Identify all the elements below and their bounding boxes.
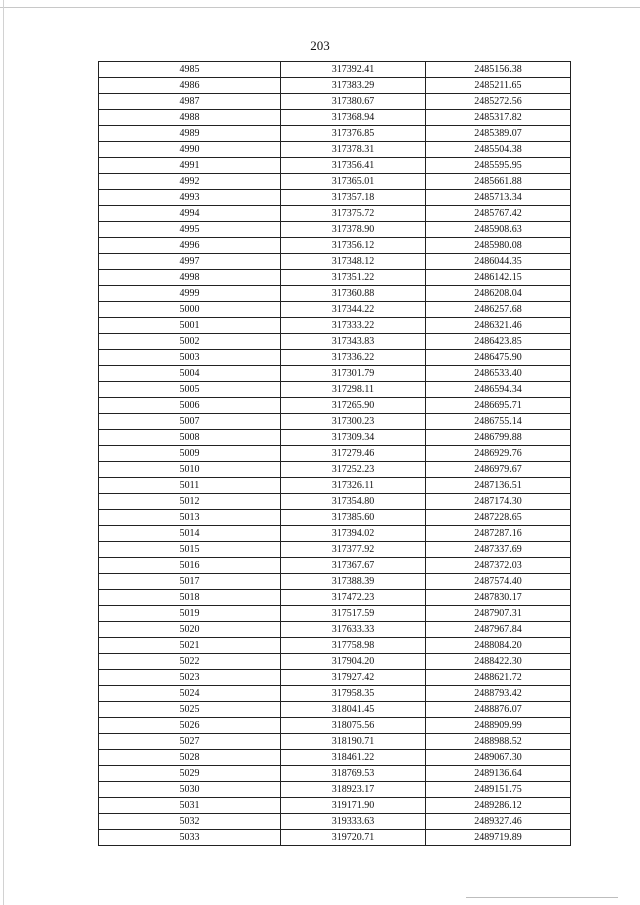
y-coordinate-cell: 2485317.82: [426, 110, 571, 126]
point-number-cell: 5012: [99, 494, 281, 510]
x-coordinate-cell: 318461.22: [281, 750, 426, 766]
point-number-cell: 4998: [99, 270, 281, 286]
table-row: [99, 446, 571, 462]
table-row: [99, 702, 571, 718]
x-coordinate-cell: 318190.71: [281, 734, 426, 750]
point-number-cell: 5023: [99, 670, 281, 686]
table-row: [99, 190, 571, 206]
x-coordinate-cell: 317383.29: [281, 78, 426, 94]
x-coordinate-cell: 317333.22: [281, 318, 426, 334]
x-coordinate-cell: 317375.72: [281, 206, 426, 222]
point-number-cell: 5026: [99, 718, 281, 734]
point-number-cell: 5010: [99, 462, 281, 478]
point-number-cell: 5027: [99, 734, 281, 750]
table-row: [99, 558, 571, 574]
table-row: [99, 206, 571, 222]
table-row: [99, 430, 571, 446]
x-coordinate-cell: 317343.83: [281, 334, 426, 350]
y-coordinate-cell: 2486321.46: [426, 318, 571, 334]
y-coordinate-cell: 2485908.63: [426, 222, 571, 238]
x-coordinate-cell: 317367.67: [281, 558, 426, 574]
x-coordinate-cell: 317517.59: [281, 606, 426, 622]
point-number-cell: 5019: [99, 606, 281, 622]
y-coordinate-cell: 2485767.42: [426, 206, 571, 222]
point-number-cell: 4999: [99, 286, 281, 302]
point-number-cell: 4985: [99, 62, 281, 78]
table-row: [99, 750, 571, 766]
y-coordinate-cell: 2486695.71: [426, 398, 571, 414]
point-number-cell: 4992: [99, 174, 281, 190]
y-coordinate-cell: 2487967.84: [426, 622, 571, 638]
y-coordinate-cell: 2487907.31: [426, 606, 571, 622]
x-coordinate-cell: 317633.33: [281, 622, 426, 638]
scan-edge-bottom: [466, 897, 618, 898]
point-number-cell: 4994: [99, 206, 281, 222]
point-number-cell: 5021: [99, 638, 281, 654]
coordinate-table-body: [99, 62, 571, 846]
point-number-cell: 5031: [99, 798, 281, 814]
x-coordinate-cell: 317388.39: [281, 574, 426, 590]
y-coordinate-cell: 2487287.16: [426, 526, 571, 542]
point-number-cell: 5003: [99, 350, 281, 366]
y-coordinate-cell: 2488988.52: [426, 734, 571, 750]
point-number-cell: 4989: [99, 126, 281, 142]
y-coordinate-cell: 2489067.30: [426, 750, 571, 766]
x-coordinate-cell: 317356.12: [281, 238, 426, 254]
point-number-cell: 4988: [99, 110, 281, 126]
table-row: [99, 622, 571, 638]
table-row: [99, 654, 571, 670]
x-coordinate-cell: 317365.01: [281, 174, 426, 190]
x-coordinate-cell: 317309.34: [281, 430, 426, 446]
table-row: [99, 574, 571, 590]
table-row: [99, 174, 571, 190]
y-coordinate-cell: 2487574.40: [426, 574, 571, 590]
x-coordinate-cell: 318041.45: [281, 702, 426, 718]
point-number-cell: 5024: [99, 686, 281, 702]
x-coordinate-cell: 317326.11: [281, 478, 426, 494]
point-number-cell: 5016: [99, 558, 281, 574]
y-coordinate-cell: 2485211.65: [426, 78, 571, 94]
y-coordinate-cell: 2488422.30: [426, 654, 571, 670]
table-row: [99, 734, 571, 750]
point-number-cell: 4990: [99, 142, 281, 158]
point-number-cell: 5004: [99, 366, 281, 382]
point-number-cell: 5017: [99, 574, 281, 590]
y-coordinate-cell: 2486594.34: [426, 382, 571, 398]
table-row: [99, 318, 571, 334]
point-number-cell: 5015: [99, 542, 281, 558]
x-coordinate-cell: 319720.71: [281, 830, 426, 846]
point-number-cell: 4997: [99, 254, 281, 270]
x-coordinate-cell: 317385.60: [281, 510, 426, 526]
y-coordinate-cell: 2488909.99: [426, 718, 571, 734]
x-coordinate-cell: 317472.23: [281, 590, 426, 606]
x-coordinate-cell: 317360.88: [281, 286, 426, 302]
y-coordinate-cell: 2486533.40: [426, 366, 571, 382]
y-coordinate-cell: 2485661.88: [426, 174, 571, 190]
x-coordinate-cell: 317927.42: [281, 670, 426, 686]
table-row: [99, 814, 571, 830]
y-coordinate-cell: 2489719.89: [426, 830, 571, 846]
y-coordinate-cell: 2487136.51: [426, 478, 571, 494]
x-coordinate-cell: 317378.90: [281, 222, 426, 238]
point-number-cell: 5008: [99, 430, 281, 446]
table-row: [99, 686, 571, 702]
table-row: [99, 142, 571, 158]
y-coordinate-cell: 2489151.75: [426, 782, 571, 798]
table-row: [99, 478, 571, 494]
y-coordinate-cell: 2485156.38: [426, 62, 571, 78]
point-number-cell: 5025: [99, 702, 281, 718]
table-row: [99, 798, 571, 814]
table-row: [99, 542, 571, 558]
table-row: [99, 302, 571, 318]
y-coordinate-cell: 2486257.68: [426, 302, 571, 318]
point-number-cell: 5020: [99, 622, 281, 638]
y-coordinate-cell: 2486755.14: [426, 414, 571, 430]
table-row: [99, 670, 571, 686]
x-coordinate-cell: 317394.02: [281, 526, 426, 542]
y-coordinate-cell: 2485389.07: [426, 126, 571, 142]
point-number-cell: 4993: [99, 190, 281, 206]
table-row: [99, 766, 571, 782]
table-row: [99, 414, 571, 430]
point-number-cell: 5009: [99, 446, 281, 462]
x-coordinate-cell: 317357.18: [281, 190, 426, 206]
table-row: [99, 382, 571, 398]
y-coordinate-cell: 2485713.34: [426, 190, 571, 206]
x-coordinate-cell: 317301.79: [281, 366, 426, 382]
point-number-cell: 5032: [99, 814, 281, 830]
x-coordinate-cell: 317300.23: [281, 414, 426, 430]
point-number-cell: 5000: [99, 302, 281, 318]
table-row: [99, 286, 571, 302]
table-row: [99, 398, 571, 414]
point-number-cell: 4996: [99, 238, 281, 254]
y-coordinate-cell: 2486044.35: [426, 254, 571, 270]
table-row: [99, 78, 571, 94]
point-number-cell: 4987: [99, 94, 281, 110]
y-coordinate-cell: 2488084.20: [426, 638, 571, 654]
page-number: 203: [310, 38, 330, 53]
x-coordinate-cell: 317265.90: [281, 398, 426, 414]
y-coordinate-cell: 2489327.46: [426, 814, 571, 830]
scan-edge-top: [0, 7, 640, 8]
x-coordinate-cell: 317351.22: [281, 270, 426, 286]
point-number-cell: 5011: [99, 478, 281, 494]
y-coordinate-cell: 2485595.95: [426, 158, 571, 174]
table-row: [99, 590, 571, 606]
x-coordinate-cell: 317392.41: [281, 62, 426, 78]
scan-edge-left: [3, 0, 4, 905]
x-coordinate-cell: 319333.63: [281, 814, 426, 830]
point-number-cell: 4995: [99, 222, 281, 238]
y-coordinate-cell: 2487830.17: [426, 590, 571, 606]
y-coordinate-cell: 2485504.38: [426, 142, 571, 158]
point-number-cell: 5013: [99, 510, 281, 526]
y-coordinate-cell: 2486142.15: [426, 270, 571, 286]
x-coordinate-cell: 317958.35: [281, 686, 426, 702]
x-coordinate-cell: 317758.98: [281, 638, 426, 654]
x-coordinate-cell: 318075.56: [281, 718, 426, 734]
point-number-cell: 5028: [99, 750, 281, 766]
x-coordinate-cell: 317356.41: [281, 158, 426, 174]
y-coordinate-cell: 2486799.88: [426, 430, 571, 446]
y-coordinate-cell: 2488793.42: [426, 686, 571, 702]
point-number-cell: 5002: [99, 334, 281, 350]
y-coordinate-cell: 2489136.64: [426, 766, 571, 782]
table-row: [99, 158, 571, 174]
x-coordinate-cell: 317252.23: [281, 462, 426, 478]
point-number-cell: 4991: [99, 158, 281, 174]
point-number-cell: 4986: [99, 78, 281, 94]
table-row: [99, 718, 571, 734]
point-number-cell: 5014: [99, 526, 281, 542]
y-coordinate-cell: 2486929.76: [426, 446, 571, 462]
x-coordinate-cell: 317336.22: [281, 350, 426, 366]
y-coordinate-cell: 2486208.04: [426, 286, 571, 302]
table-row: [99, 94, 571, 110]
table-row: [99, 830, 571, 846]
table-row: [99, 462, 571, 478]
table-row: [99, 110, 571, 126]
table-row: [99, 270, 571, 286]
table-row: [99, 254, 571, 270]
point-number-cell: 5006: [99, 398, 281, 414]
table-row: [99, 334, 571, 350]
point-number-cell: 5022: [99, 654, 281, 670]
table-row: [99, 62, 571, 78]
table-row: [99, 510, 571, 526]
y-coordinate-cell: 2486423.85: [426, 334, 571, 350]
x-coordinate-cell: 317298.11: [281, 382, 426, 398]
table-row: [99, 526, 571, 542]
point-number-cell: 5007: [99, 414, 281, 430]
x-coordinate-cell: 317380.67: [281, 94, 426, 110]
x-coordinate-cell: 317376.85: [281, 126, 426, 142]
table-row: [99, 606, 571, 622]
point-number-cell: 5030: [99, 782, 281, 798]
x-coordinate-cell: 319171.90: [281, 798, 426, 814]
x-coordinate-cell: 317279.46: [281, 446, 426, 462]
y-coordinate-cell: 2487372.03: [426, 558, 571, 574]
table-row: [99, 494, 571, 510]
point-number-cell: 5001: [99, 318, 281, 334]
table-row: [99, 638, 571, 654]
y-coordinate-cell: 2489286.12: [426, 798, 571, 814]
x-coordinate-cell: 317904.20: [281, 654, 426, 670]
point-number-cell: 5018: [99, 590, 281, 606]
point-number-cell: 5005: [99, 382, 281, 398]
table-row: [99, 350, 571, 366]
table-row: [99, 126, 571, 142]
table-row: [99, 366, 571, 382]
x-coordinate-cell: 317354.80: [281, 494, 426, 510]
y-coordinate-cell: 2488876.07: [426, 702, 571, 718]
table-row: [99, 782, 571, 798]
x-coordinate-cell: 318923.17: [281, 782, 426, 798]
x-coordinate-cell: 317348.12: [281, 254, 426, 270]
table-row: [99, 222, 571, 238]
y-coordinate-cell: 2487337.69: [426, 542, 571, 558]
point-number-cell: 5029: [99, 766, 281, 782]
y-coordinate-cell: 2485980.08: [426, 238, 571, 254]
x-coordinate-cell: 317378.31: [281, 142, 426, 158]
table-row: [99, 238, 571, 254]
x-coordinate-cell: 317344.22: [281, 302, 426, 318]
y-coordinate-cell: 2485272.56: [426, 94, 571, 110]
coordinate-table: [98, 61, 571, 846]
x-coordinate-cell: 317377.92: [281, 542, 426, 558]
x-coordinate-cell: 317368.94: [281, 110, 426, 126]
point-number-cell: 5033: [99, 830, 281, 846]
y-coordinate-cell: 2486475.90: [426, 350, 571, 366]
y-coordinate-cell: 2488621.72: [426, 670, 571, 686]
x-coordinate-cell: 318769.53: [281, 766, 426, 782]
y-coordinate-cell: 2487174.30: [426, 494, 571, 510]
y-coordinate-cell: 2487228.65: [426, 510, 571, 526]
y-coordinate-cell: 2486979.67: [426, 462, 571, 478]
